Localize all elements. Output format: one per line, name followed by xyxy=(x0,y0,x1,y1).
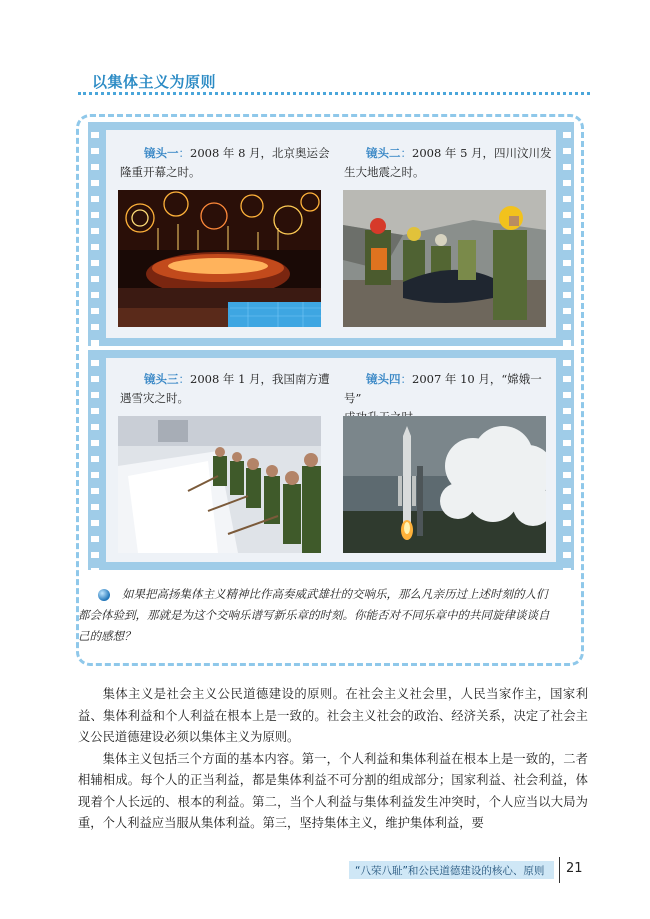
film-holes-left xyxy=(88,350,102,570)
question-line1: 如果把高扬集体主义精神比作高奏威武雄壮的交响乐，那么凡亲历过上述时刻的人们 xyxy=(122,587,548,601)
shot-1-caption: 镜头一：2008 年 8 月，北京奥运会 隆重开幕之时。 xyxy=(120,146,330,179)
shot-1-label: 镜头一 xyxy=(144,146,179,160)
photo-snow-disaster xyxy=(118,416,321,553)
film-holes-left xyxy=(88,122,102,346)
discussion-question xyxy=(78,584,584,647)
shot-3-caption-line1: 2008 年 1 月，我国南方遭 xyxy=(190,372,330,386)
question-bubble-icon xyxy=(98,589,110,601)
film-holes-right xyxy=(560,122,574,346)
photo-rocket-launch xyxy=(343,416,546,553)
title-divider xyxy=(78,92,590,95)
shot-1-caption-line2: 隆重开幕之时。 xyxy=(120,165,201,179)
photo-earthquake-rescue xyxy=(343,190,546,327)
page-number: 21 xyxy=(566,861,583,876)
shot-2-caption-line2: 生大地震之时。 xyxy=(344,165,425,179)
p2-line4: 应当以大局为重，个人利益应当服从集体利益。第三，坚持集体主义，维护集体利益，要 xyxy=(78,794,588,830)
shot-2 xyxy=(344,144,554,182)
paragraph-1 xyxy=(78,684,588,749)
footer-chapter-title: “八荣八耻”和公民道德建设的核心、原则 xyxy=(355,865,545,877)
shot-2-caption: 镜头二：2008 年 5 月，四川汶川发 生大地震之时。 xyxy=(344,146,552,179)
p2-line3: 利益，体现着个人长远的、根本的利益。第二，当个人利益与集体利益发生冲突时，个人 xyxy=(78,773,588,809)
film-holes-right xyxy=(560,350,574,570)
shot-4-label: 镜头四 xyxy=(366,372,401,386)
p1-line3: 社会主义公民道德建设必须以集体主义为原则。 xyxy=(78,708,588,744)
shot-2-caption-line1: 2008 年 5 月，四川汶川发 xyxy=(412,146,552,160)
p2-line2: 二者相辅相成。每个人的正当利益，都是集体利益不可分割的组成部分；国家利益、社会 xyxy=(78,751,588,787)
footer-divider xyxy=(559,857,560,883)
shot-3-caption-line2: 遇雪灾之时。 xyxy=(120,391,189,405)
shot-3 xyxy=(120,370,330,408)
shot-1 xyxy=(120,144,330,182)
shot-4-caption-line1: 2007 年 10 月，“嫦娥一号” xyxy=(344,372,542,405)
paragraph-2 xyxy=(78,749,588,835)
question-line3: 己的感想？ xyxy=(78,629,136,643)
shot-3-label: 镜头三 xyxy=(144,372,179,386)
shot-2-label: 镜头二 xyxy=(366,146,401,160)
question-line2: 都会体验到，那就是为这个交响乐谱写新乐章的时刻。你能否对不同乐章中的共同旋律谈谈自 xyxy=(78,608,550,622)
section-title: 以集体主义为原则 xyxy=(92,73,217,91)
shot-3-caption: 镜头三：2008 年 1 月，我国南方遭 遇雪灾之时。 xyxy=(120,372,330,405)
shot-4-caption: 镜头四：2007 年 10 月，“嫦娥一号” xyxy=(344,370,554,427)
p1-line2: 利益、集体利益和个人利益在根本上是一致的。社会主义社会的政治、经济关系，决定了 xyxy=(78,687,588,723)
p2-line1: 集体主义包括三个方面的基本内容。第一，个人利益和集体利益在根本上是一致的， xyxy=(102,751,564,766)
shot-1-caption-line1: 2008 年 8 月，北京奥运会 xyxy=(190,146,330,160)
photo-olympics-fireworks xyxy=(118,190,321,327)
p1-line1: 集体主义是社会主义公民道德建设的原则。在社会主义社会里，人民当家作主，国家 xyxy=(102,687,576,701)
body-text xyxy=(78,684,588,835)
